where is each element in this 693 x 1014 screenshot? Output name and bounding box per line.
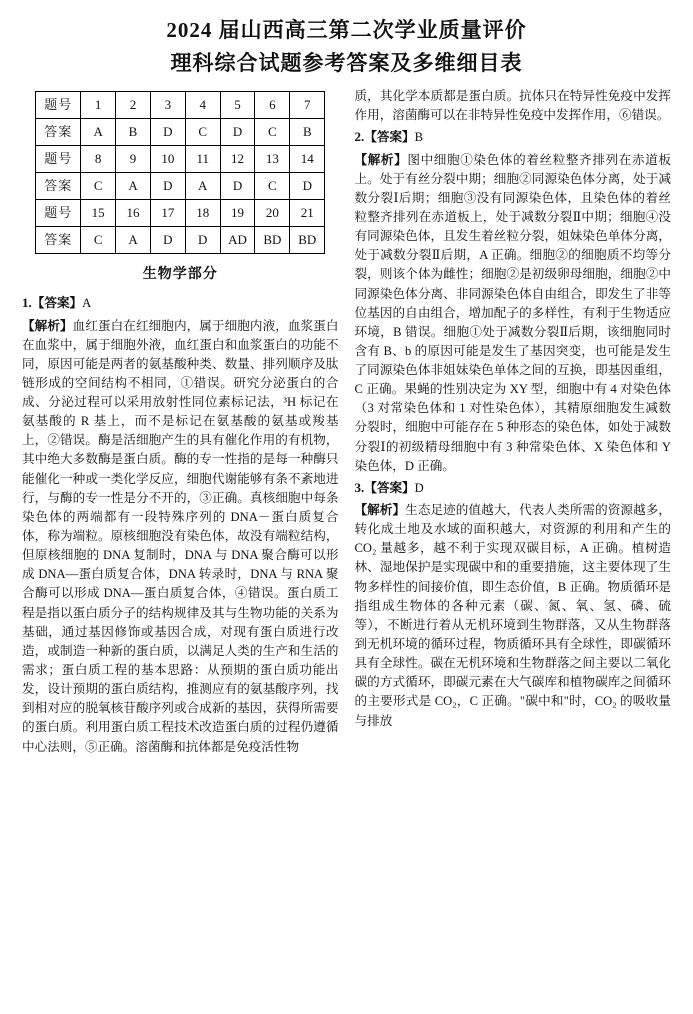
a-cell: D [185,227,220,254]
item-2-answer-label: 【答案】 [364,130,415,145]
row-label-question-3: 题号 [36,200,81,227]
q-cell: 8 [81,146,116,173]
table-row [36,119,325,146]
a-cell: D [290,173,325,200]
item-2-explain-label: 【解析】 [354,152,408,167]
content-columns [22,87,671,759]
q-cell: 3 [150,92,185,119]
a-cell: D [150,227,185,254]
q-cell: 12 [220,146,255,173]
left-column [22,87,339,759]
a-cell: AD [220,227,255,254]
title-line-1: 2024 届山西高三第二次学业质量评价 [166,18,527,42]
q-cell: 2 [116,92,151,119]
item-3-answer-value: D [414,480,424,495]
item-1-explain-text: 血红蛋白在红细胞内，属于细胞内液，血浆蛋白在血浆中，属于细胞外液，血红蛋白和血浆蛋白的功能不同，原因可能是两者的氨基酸种类、数量、排列顺序及肽链形成的空间结构不相同，①错误。研究分泌蛋白的合成、分泌过程可以采用放射性同位素标记法，³H 标记在氨基酸的 R 基上，而不是标记在氨基酸的氨基或羧基上，②错误。酶是活细胞产生的具有催化作用的有机物，其中绝大多数酶是蛋白质。酶的专一性指的是每一种酶只能催化一种或一类化学反应，细胞代谢能够有条不紊地进行，与酶的专一性是分不开的，③正确。真核细胞中每条染色体的两端都有一段特殊序列的 DNA－蛋白质复合体，称为端粒。原核细胞没有染色体，故没有端粒结构，但原核细胞的 DNA 复制时，DNA 与 DNA 聚合酶可以形成 DNA—蛋白质复合体，DNA 转录时，DNA 与 RNA 聚合酶可以形成 DNA—蛋白质复合体，④错误。蛋白质工程是指以蛋白质分子的结构规律及其与生物功能的关系为基础，通过基因修饰或基因合成，对现有蛋白质进行改造，或制造一种新的蛋白质，以满足人类的生产和生活的需求；蛋白质工程的基本思路：从预期的蛋白质功能出发，设计预期的蛋白质结构，推测应有的氨基酸序列，找到相对应的脱氧核苷酸序列或合成新的基因，获得所需要的蛋白质。利用蛋白质工程技术改造蛋白质的过程仍遵循中心法则，⑤正确。溶菌酶和抗体都是免疫活性物 [22,318,339,754]
item-1-explain [22,317,339,757]
a-cell: A [185,173,220,200]
item-3-explain [355,501,672,731]
a-cell: C [81,173,116,200]
table-row [36,200,325,227]
q-cell: 7 [290,92,325,119]
a-cell: A [81,119,116,146]
q-cell: 10 [150,146,185,173]
table-row [36,173,325,200]
q-cell: 19 [220,200,255,227]
table-row [36,92,325,119]
item-2-number: 2. [354,129,365,145]
a-cell: BD [255,227,290,254]
a-cell: D [220,173,255,200]
a-cell: A [116,173,151,200]
table-row [36,146,325,173]
row-label-answer-3: 答案 [36,227,81,254]
item-3-explain-label: 【解析】 [354,503,406,518]
a-cell: B [116,119,151,146]
item-1-answer [22,293,339,313]
a-cell: A [116,227,151,254]
q-cell: 9 [116,146,151,173]
a-cell: C [255,119,290,146]
item-2-explain-text: 图中细胞①染色体的着丝粒整齐排列在赤道板上。处于有丝分裂中期；细胞②同源染色体分离，处于减数分裂Ⅰ后期；细胞③没有同源染色体，且染色体的着丝粒整齐排列在赤道板上，处于减数分裂Ⅱ中期；细胞④没有同源染色体，且发生着丝粒分裂，姐妹染色单体分离，处于减数分裂Ⅱ后期，A 正确。细胞②的细胞质不均等分裂，则该个体为雌性；细胞②是初级卵母细胞，细胞②中同源染色体分离、非同源染色体自由组合，即发生了非等位基因的自由组合，增加配子的多样性，有利于生物适应环境，B 错误。细胞①处于减数分裂Ⅱ后期，该细胞同时含有 B、b 的原因可能是发生了基因突变，也可能是发生了同源染色体非姐妹染色单体之间的互换，即基因重组，C 正确。果蝇的性别决定为 XY 型，细胞中有 4 对染色体（3 对常染色体和 1 对性染色体），其精原细胞发生减数分裂时，细胞中可能存在 5 种形态的染色体，如处于减数分裂Ⅰ的初级精母细胞中有 3 种常染色体、X 染色体和 Y 染色体，D 正确。 [354,152,672,473]
q-cell: 21 [290,200,325,227]
item-1-answer-value: A [82,296,92,311]
a-cell: C [81,227,116,254]
row-label-question-2: 题号 [36,146,81,173]
q-cell: 4 [185,92,220,119]
a-cell: BD [290,227,325,254]
item-2-answer [355,127,672,147]
right-column [355,87,672,733]
item-3-answer-label: 【答案】 [364,480,415,495]
q-cell: 16 [116,200,151,227]
section-title-biology: 生物学部分 [142,267,218,283]
title-line-2: 理科综合试题参考答案及多维细目表 [170,50,523,75]
row-label-answer-1: 答案 [36,119,81,146]
a-cell: B [290,119,325,146]
page-title [22,14,671,79]
q-cell: 5 [220,92,255,119]
item-3-number: 3. [354,479,365,495]
q-cell: 15 [81,200,116,227]
item-3-answer [355,478,672,498]
q-cell: 13 [255,146,290,173]
item-1-explain-label: 【解析】 [22,318,73,333]
q-cell: 11 [185,146,220,173]
q-cell: 18 [185,200,220,227]
a-cell: C [255,173,290,200]
item-3-explain-text: 生态足迹的值越大，代表人类所需的资源越多，转化成土地及水域的面积越大，对资源的利用和产生的 CO₂ 量越多，越不利于实现双碳目标，A 正确。植树造林、湿地保护是实现碳中和的重要措施，这主要体现了生物多样性的间接价值，即生态价值，B 正确。物质循环是指组成生物体的各种元素（碳、氮、氧、氢、磷、硫等），不断进行着从无机环境到生物群落，又从生物群落到无机环境的循环过程，物质循环具有全球性，即碳循环具有全球性。碳在无机环境和生物群落之间主要以二氧化碳的方式循环，即碳元素在大气碳库和植物碳库之间循环的主要形式是 CO₂，C 正确。"碳中和"时，CO₂ 的吸收量与排放 [354,503,672,728]
a-cell: D [150,119,185,146]
table-row [36,227,325,254]
a-cell: D [220,119,255,146]
answer-table [35,91,325,254]
a-cell: D [150,173,185,200]
a-cell: C [185,119,220,146]
q-cell: 6 [255,92,290,119]
q-cell: 17 [150,200,185,227]
row-label-answer-2: 答案 [36,173,81,200]
q-cell: 20 [255,200,290,227]
row-label-question-1: 题号 [36,92,81,119]
item-1-answer-label: 【答案】 [31,296,83,311]
item-2-explain [355,151,672,476]
q-cell: 14 [290,146,325,173]
item-1-number: 1. [22,295,32,311]
item-2-answer-value: B [414,130,424,145]
item-1-continued: 质，其化学本质都是蛋白质。抗体只在特异性免疫中发挥作用，溶菌酶可以在非特异性免疫中发挥作用，⑥错误。 [354,89,671,123]
q-cell: 1 [81,92,116,119]
